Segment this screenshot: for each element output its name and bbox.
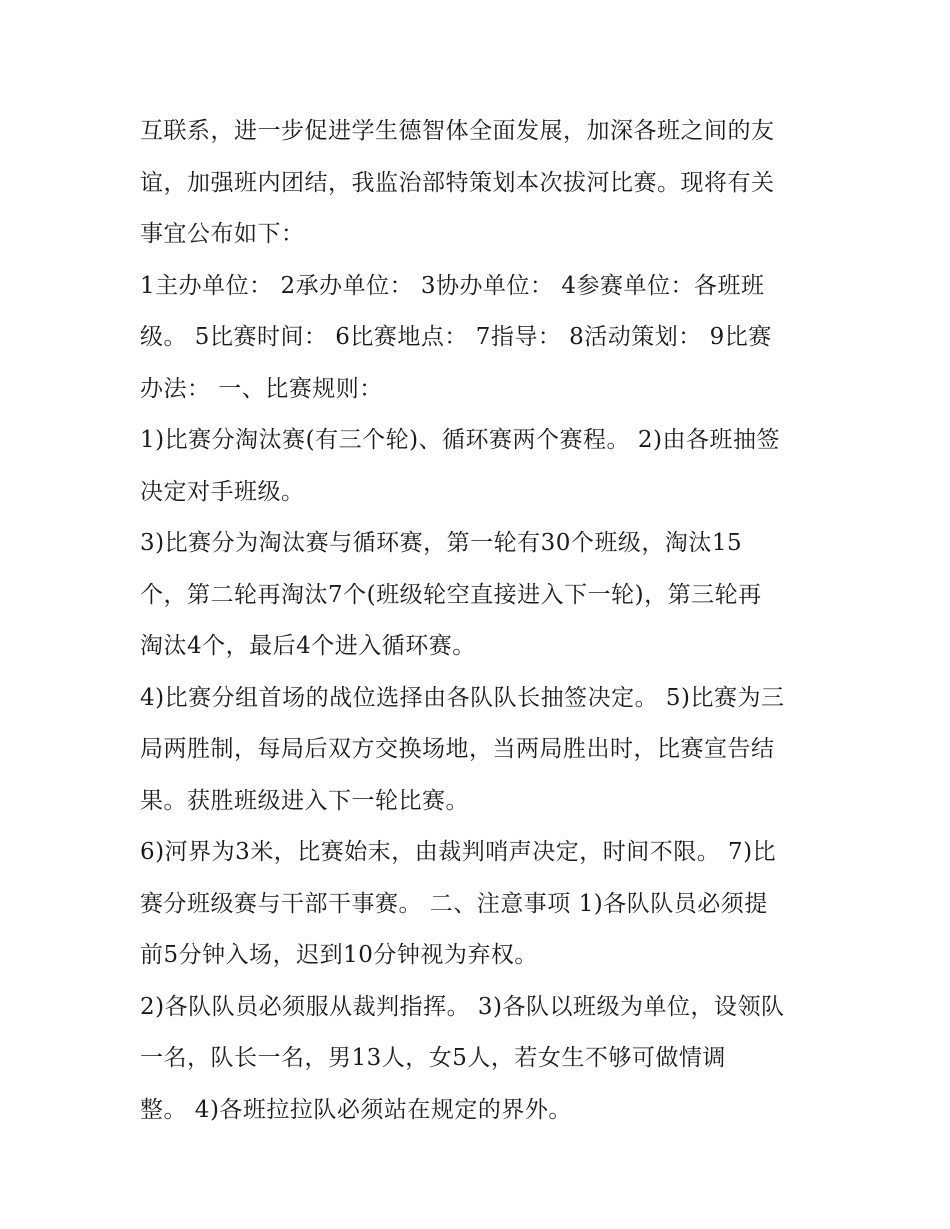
text-line: 淘汰4个，最后4个进入循环赛。 [140,633,476,659]
text-line: 2)各队队员必须服从裁判指挥。 3)各队以班级为单位，设领队 [140,993,785,1020]
text-line: 局两胜制，每局后双方交换场地，当两局胜出时，比赛宣告结 [140,736,775,762]
text-line: 1主办单位： 2承办单位： 3协办单位： 4参赛单位：各班班 [140,272,765,299]
text-line: 级。 5比赛时间： 6比赛地点： 7指导： 8活动策划： 9比赛 [140,324,772,350]
text-line: 6)河界为3米，比赛始末，由裁判哨声决定，时间不限。 7)比 [140,839,777,865]
text-line: 谊，加强班内团结，我监治部特策划本次拔河比赛。现将有关 [140,169,775,196]
document-body [140,106,820,1136]
text-line: 赛分班级赛与干部干事赛。 二、注意事项 1)各队队员必须提 [140,890,768,917]
text-line: 互联系，进一步促进学生德智体全面发展，加深各班之间的友 [140,118,775,144]
text-line: 1)比赛分淘汰赛(有三个轮)、循环赛两个赛程。 2)由各班抽签 [140,427,780,453]
text-line: 决定对手班级。 [140,478,305,505]
text-line: 个，第二轮再淘汰7个(班级轮空直接进入下一轮)，第三轮再 [140,581,762,608]
text-line: 办法： 一、比赛规则： [140,375,383,402]
text-line: 果。获胜班级进入下一轮比赛。 [140,787,469,814]
text-line: 一名，队长一名，男13人，女5人，若女生不够可做情调 [140,1045,726,1071]
text-line: 4)比赛分组首场的战位选择由各队队长抽签决定。 5)比赛为三 [140,684,785,711]
text-line: 前5分钟入场，迟到10分钟视为弃权。 [140,942,538,968]
text-line: 事宜公布如下： [140,221,305,247]
text-line: 3)比赛分为淘汰赛与循环赛，第一轮有30个班级，淘汰15 [140,530,743,556]
text-line: 整。 4)各班拉拉队必须站在规定的界外。 [140,1096,572,1123]
